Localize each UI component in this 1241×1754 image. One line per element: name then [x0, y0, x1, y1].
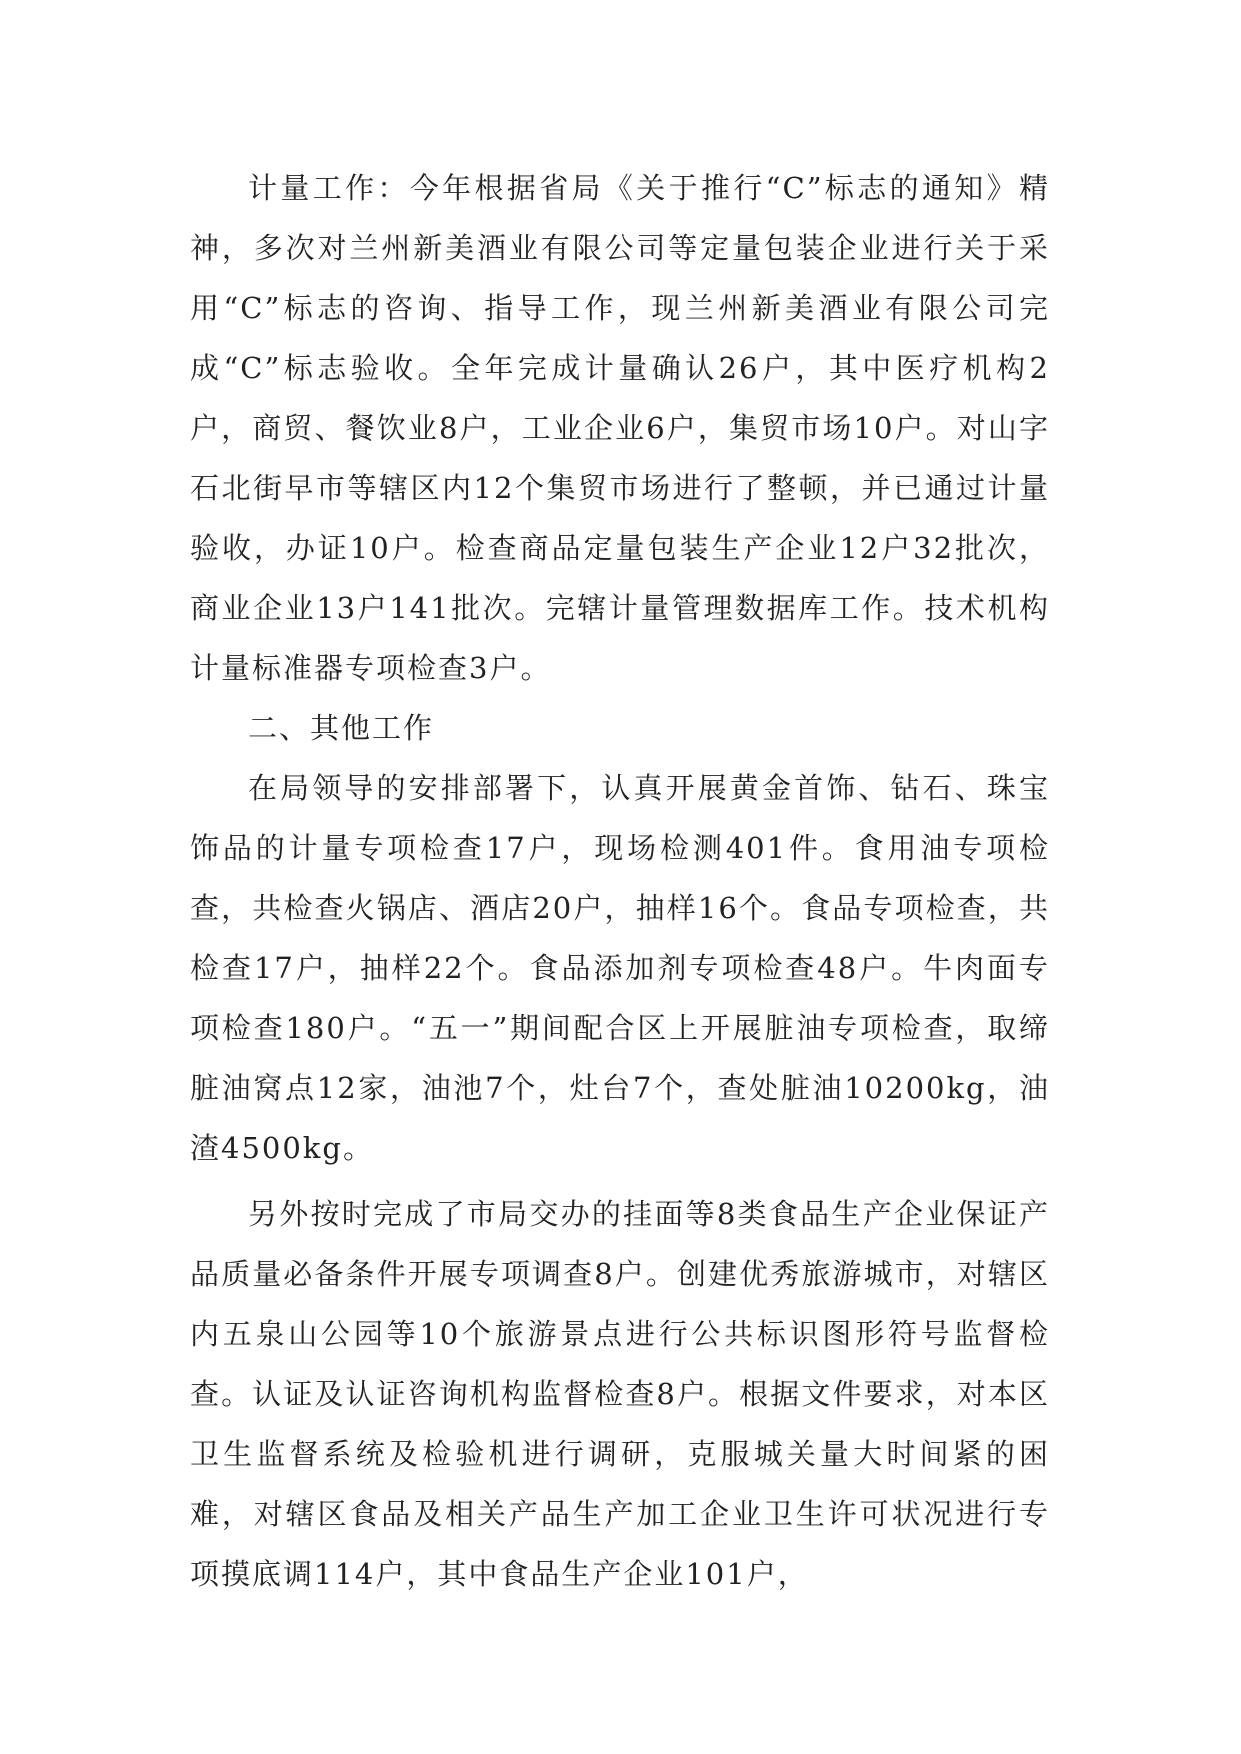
section-heading-other-work: 二、其他工作 [248, 711, 435, 745]
document-body [190, 158, 1050, 1604]
paragraph-metrology-work: 计量工作：今年根据省局《关于推行“C”标志的通知》精神，多次对兰州新美酒业有限公司等定量包装企业进行关于采用“C”标志的咨询、指导工作，现兰州新美酒业有限公司完成“C”标志验收。全年完成计量确认26户，其中医疗机构2户，商贸、餐饮业8户，工业企业6户，集贸市场10户。对山字石北街早市等辖区内12个集贸市场进行了整顿，并已通过计量验收，办证10户。检查商品定量包装生产企业12户32批次，商业企业13户141批次。完辖计量管理数据库工作。技术机构计量标准器专项检查3户。 [190, 171, 1050, 685]
paragraph-special-inspections: 在局领导的安排部署下，认真开展黄金首饰、钻石、珠宝饰品的计量专项检查17户，现场检测401件。食用油专项检查，共检查火锅店、酒店20户，抽样16个。食品专项检查，共检查17户，抽样22个。食品添加剂专项检查48户。牛肉面专项检查180户。“五一”期间配合区上开展脏油专项检查，取缔脏油窝点12家，油池7个，灶台7个，查处脏油10200kg，油渣4500kg。 [190, 771, 1050, 1165]
paragraph-additional-tasks: 另外按时完成了市局交办的挂面等8类食品生产企业保证产品质量必备条件开展专项调查8户。创建优秀旅游城市，对辖区内五泉山公园等10个旅游景点进行公共标识图形符号监督检查。认证及认证咨询机构监督检查8户。根据文件要求，对本区卫生监督系统及检验机进行调研，克服城关量大时间紧的困难，对辖区食品及相关产品生产加工企业卫生许可状况进行专项摸底调114户，其中食品生产企业101户， [190, 1197, 1050, 1591]
